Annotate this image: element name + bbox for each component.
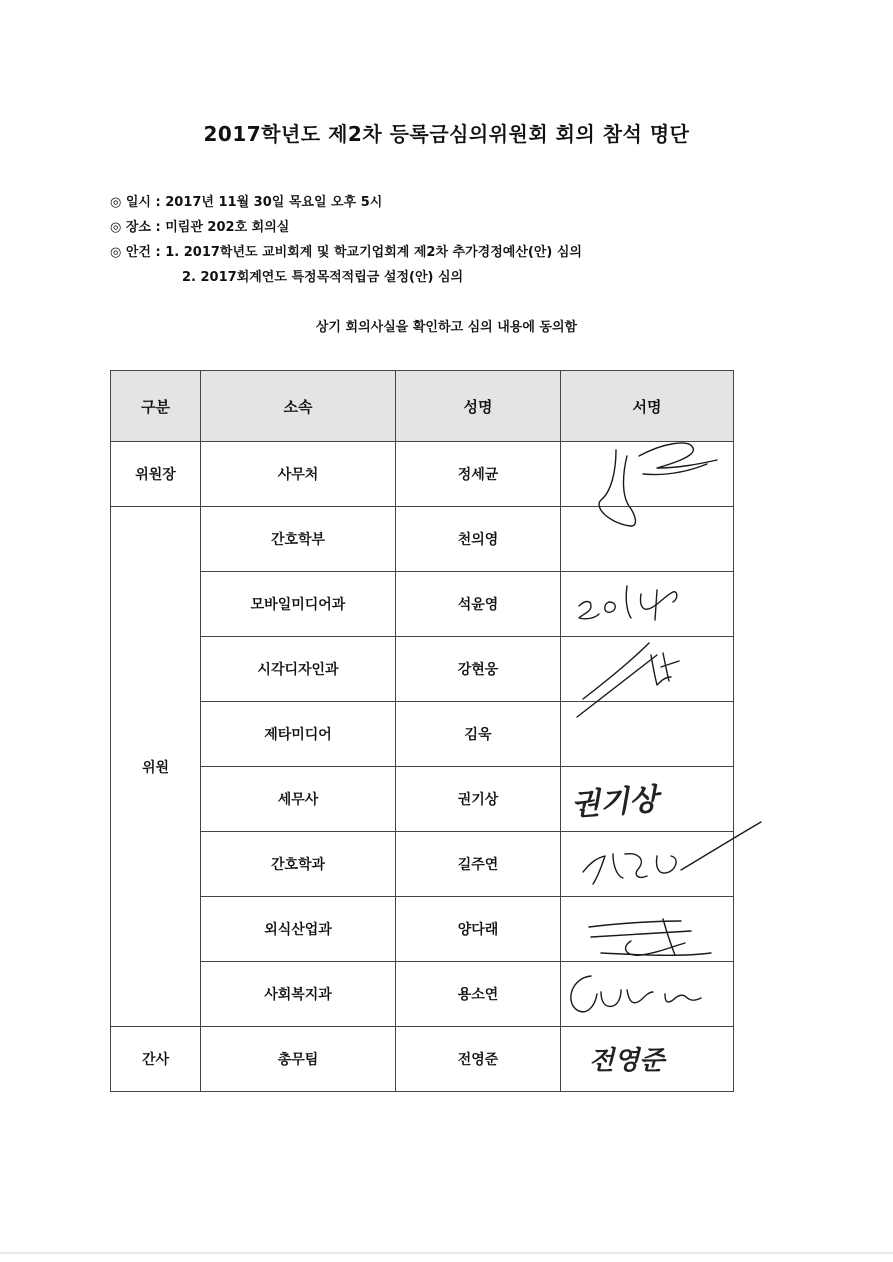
name-cell: 강현웅 — [396, 637, 561, 702]
signature-cell — [561, 637, 734, 702]
signature-jeon-text: 전영준 — [589, 1046, 665, 1076]
signature-mark — [561, 637, 734, 701]
table-row — [111, 1027, 734, 1092]
signature-cell — [561, 442, 734, 507]
group-chair: 위원장 — [111, 442, 201, 507]
affiliation-cell: 시각디자인과 — [201, 637, 396, 702]
signature-jeon — [561, 1027, 734, 1091]
table-row — [111, 767, 734, 832]
attendance-table — [110, 370, 734, 1092]
signature-kwon — [561, 767, 734, 831]
signature-cell — [561, 507, 734, 572]
signature-mark — [561, 897, 734, 961]
signature-cell — [561, 572, 734, 637]
affiliation-cell: 세무사 — [201, 767, 396, 832]
table-row — [111, 832, 734, 897]
affiliation-cell: 간호학과 — [201, 832, 396, 897]
signature-mark — [561, 962, 734, 1026]
name-cell: 정세균 — [396, 442, 561, 507]
table-row — [111, 897, 734, 962]
table-row — [111, 962, 734, 1027]
table-header-row — [111, 371, 734, 442]
header-affiliation: 소속 — [201, 371, 396, 442]
affiliation-cell: 사무처 — [201, 442, 396, 507]
name-cell: 양다래 — [396, 897, 561, 962]
signature-kwon-text: 권기상 — [569, 782, 660, 824]
meeting-date: ◎ 일시 : 2017년 11월 30일 목요일 오후 5시 — [110, 195, 383, 210]
affiliation-cell: 총무팀 — [201, 1027, 396, 1092]
header-category: 구분 — [111, 371, 201, 442]
meeting-info — [110, 190, 582, 290]
document-title: 2017학년도 제2차 등록금심의위원회 회의 참석 명단 — [203, 122, 690, 146]
affiliation-cell: 제타미디어 — [201, 702, 396, 767]
header-signature: 서명 — [561, 371, 734, 442]
signature-cell — [561, 897, 734, 962]
name-cell: 용소연 — [396, 962, 561, 1027]
group-secretary: 간사 — [111, 1027, 201, 1092]
affiliation-cell: 사회복지과 — [201, 962, 396, 1027]
affiliation-cell: 모바일미디어과 — [201, 572, 396, 637]
name-cell: 천의영 — [396, 507, 561, 572]
meeting-agenda-1: ◎ 안건 : 1. 2017학년도 교비회계 및 학교기업회계 제2차 추가경정예산(안) 심의 — [110, 245, 582, 260]
header-name: 성명 — [396, 371, 561, 442]
page-edge-line — [0, 1252, 893, 1254]
name-cell: 전영준 — [396, 1027, 561, 1092]
signature-cell — [561, 962, 734, 1027]
table-row — [111, 507, 734, 572]
signature-cell — [561, 832, 734, 897]
name-cell: 길주연 — [396, 832, 561, 897]
name-cell: 석윤영 — [396, 572, 561, 637]
signature-cell — [561, 1027, 734, 1092]
affiliation-cell: 간호학부 — [201, 507, 396, 572]
table-row — [111, 442, 734, 507]
name-cell: 권기상 — [396, 767, 561, 832]
signature-cell — [561, 702, 734, 767]
group-member: 위원 — [111, 507, 201, 1027]
table-row — [111, 702, 734, 767]
meeting-agenda-2: 2. 2017회계연도 특정목적적립금 설정(안) 심의 — [182, 270, 464, 285]
affiliation-cell: 외식산업과 — [201, 897, 396, 962]
consent-note: 상기 회의사실을 확인하고 심의 내용에 동의함 — [315, 320, 578, 335]
table-row — [111, 572, 734, 637]
signature-mark — [561, 572, 734, 636]
name-cell: 김욱 — [396, 702, 561, 767]
meeting-place: ◎ 장소 : 미림관 202호 회의실 — [110, 220, 290, 235]
table-row — [111, 637, 734, 702]
signature-cell — [561, 767, 734, 832]
signature-mark — [561, 832, 734, 896]
signature-mark — [561, 442, 734, 506]
